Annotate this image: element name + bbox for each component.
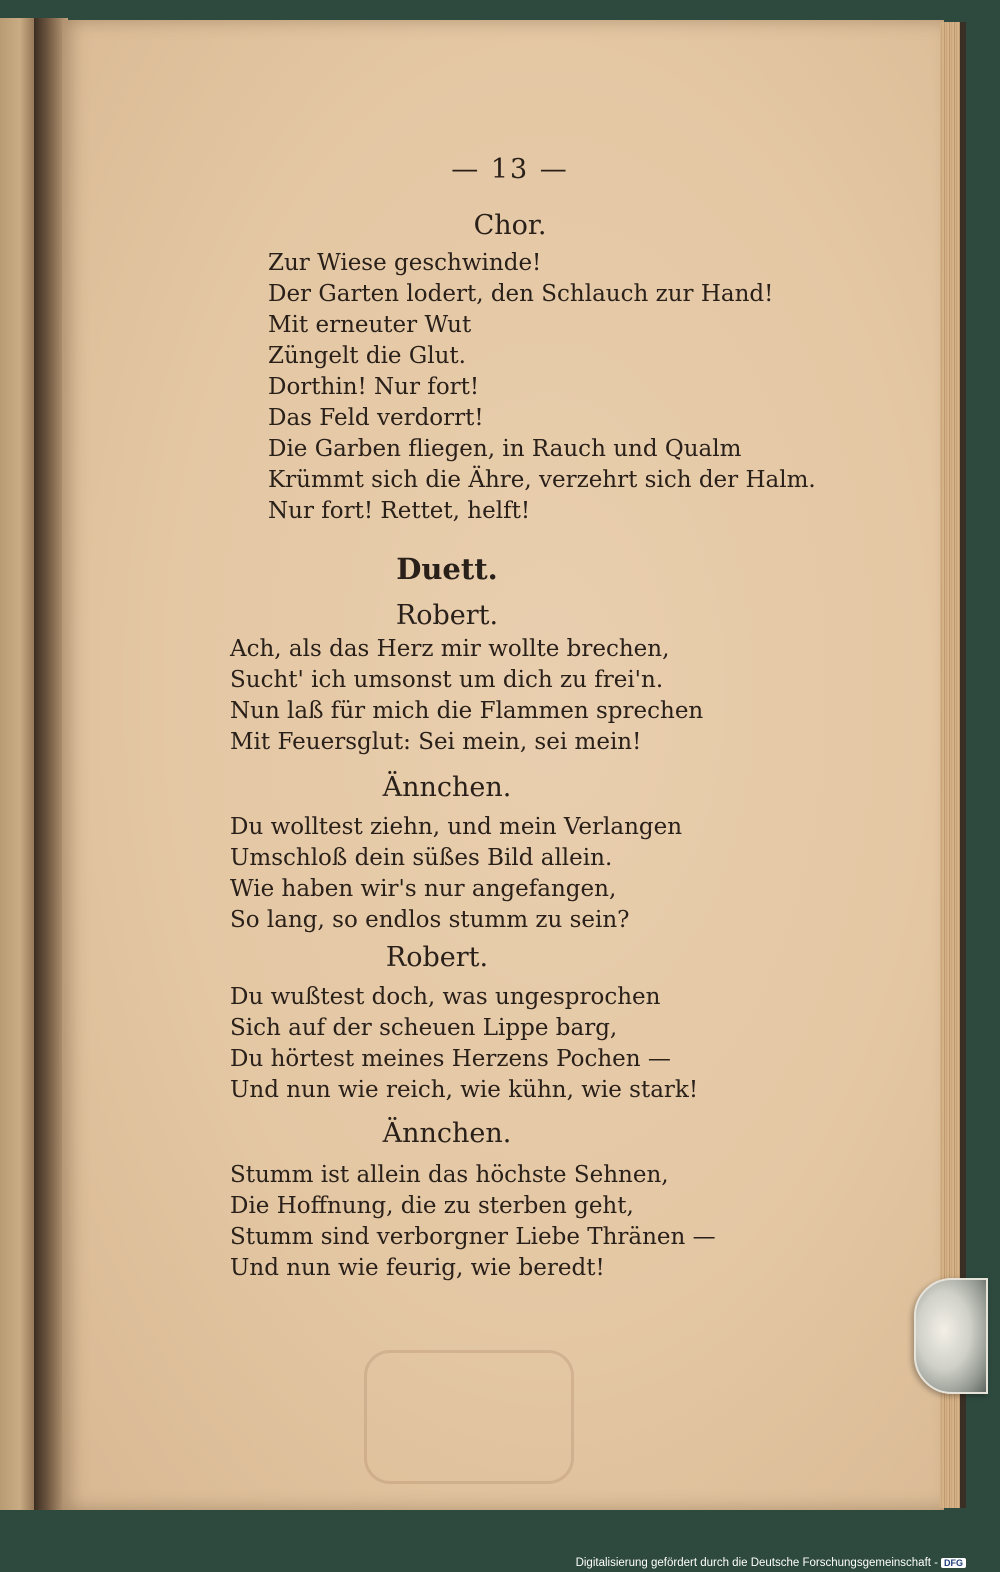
verse-line: Die Hoffnung, die zu sterben geht, — [230, 1193, 634, 1219]
verse-line: Dorthin! Nur fort! — [268, 374, 480, 400]
previous-page-edge — [0, 18, 36, 1510]
verse-line: Du hörtest meines Herzens Pochen — — [230, 1046, 671, 1072]
verse-line: Stumm sind verborgner Liebe Thränen — — [230, 1224, 716, 1250]
verse-line: Die Garben fliegen, in Rauch und Qualm — [268, 436, 742, 462]
page-number: — 13 — — [451, 154, 569, 185]
dfg-logo-icon: DFG — [941, 1558, 966, 1568]
footer-text: Digitalisierung gefördert durch die Deutsche Forschungsgemeinschaft - — [575, 1557, 938, 1569]
verse-line: Du wußtest doch, was ungesprochen — [230, 984, 661, 1010]
heading-robert: Robert. — [395, 600, 499, 631]
verse-line: Züngelt die Glut. — [268, 343, 466, 369]
verse-line: Zur Wiese geschwinde! — [268, 250, 542, 276]
verse-line: Du wolltest ziehn, und mein Verlangen — [230, 814, 683, 840]
verse-line: Krümmt sich die Ähre, verzehrt sich der Halm. — [268, 467, 816, 493]
verse-line: Mit erneuter Wut — [268, 312, 472, 338]
verse-line: Umschloß dein süßes Bild allein. — [230, 845, 613, 871]
heading-robert: Robert. — [385, 942, 489, 973]
verse-line: Ach, als das Herz mir wollte brechen, — [230, 636, 670, 662]
verse-line: Und nun wie reich, wie kühn, wie stark! — [230, 1077, 699, 1103]
verse-line: Stumm ist allein das höchste Sehnen, — [230, 1162, 669, 1188]
library-stamp-bleedthrough — [364, 1350, 574, 1484]
verse-line: Nur fort! Rettet, helft! — [268, 498, 531, 524]
verse-line: Wie haben wir's nur angefangen, — [230, 876, 617, 902]
verse-line: Sucht' ich umsonst um dich zu frei'n. — [230, 667, 664, 693]
verse-chor — [268, 248, 816, 527]
verse-line: Mit Feuersglut: Sei mein, sei mein! — [230, 729, 642, 755]
verse-line: Sich auf der scheuen Lippe barg, — [230, 1015, 618, 1041]
book-page — [62, 20, 944, 1510]
verse-line: Und nun wie feurig, wie beredt! — [230, 1255, 605, 1281]
digitization-footer — [576, 1557, 966, 1569]
glass-page-weight — [914, 1278, 988, 1394]
heading-duett: Duett. — [396, 552, 498, 586]
verse-line: Das Feld verdorrt! — [268, 405, 484, 431]
verse-robert-1 — [230, 634, 703, 758]
verse-aennchen-1 — [230, 812, 682, 936]
heading-aennchen: Ännchen. — [382, 772, 512, 803]
heading-aennchen: Ännchen. — [382, 1118, 512, 1149]
verse-line: Nun laß für mich die Flammen sprechen — [230, 698, 704, 724]
verse-line: Der Garten lodert, den Schlauch zur Hand! — [268, 281, 774, 307]
heading-chor: Chor. — [473, 210, 547, 241]
verse-robert-2 — [230, 982, 698, 1106]
verse-line: So lang, so endlos stumm zu sein? — [230, 907, 630, 933]
verse-aennchen-2 — [230, 1160, 716, 1284]
